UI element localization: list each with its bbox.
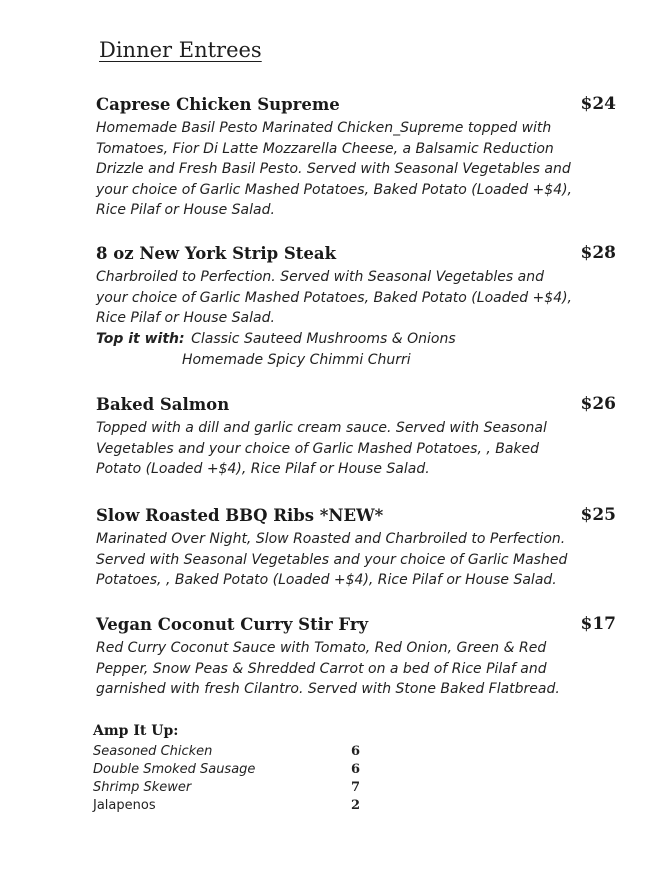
menu-item-bbq-ribs [96, 506, 636, 591]
menu-item-name: Vegan Coconut Curry Stir Fry [96, 615, 369, 634]
topping-option: Classic Sauteed Mushrooms & Onions [191, 330, 456, 347]
menu-item-vegan-curry [96, 615, 636, 700]
menu-item-description: Homemade Basil Pesto Marinated Chicken_Supreme topped with Tomatoes, Fior Di Latte Mozzarella Cheese, a Balsamic Reduction Drizzle and Fresh Basil Pesto. Served with Seasonal Vegetables and your choice of Garlic Mashed Potatoes, Baked Potato (Loaded +$4), Rice Pilaf or House Salad. [96, 120, 573, 218]
topping-option: Homemade Spicy Chimmi Churri [182, 351, 411, 368]
add-on-item [93, 797, 393, 815]
menu-item-description: Marinated Over Night, Slow Roasted and Charbroiled to Perfection. Served with Seasonal Vegetables and your choice of Garlic Mashed Potatoes, , Baked Potato (Loaded +$4), Rice Pilaf or House Salad. [96, 531, 568, 588]
menu-item-baked-salmon [96, 395, 636, 480]
add-on-price: 6 [351, 762, 361, 777]
add-on-price: 2 [351, 798, 361, 813]
page-title: Dinner Entrees [99, 38, 262, 62]
add-on-name: Seasoned Chicken [93, 744, 213, 759]
add-on-item [93, 743, 393, 761]
menu-item-name: 8 oz New York Strip Steak [96, 244, 337, 263]
menu-item-description: Red Curry Coconut Sauce with Tomato, Red Onion, Green & Red Pepper, Snow Peas & Shredded Carrot on a bed of Rice Pilaf and garnished with fresh Cilantro. Served with Stone Baked Flatbread. [96, 640, 560, 697]
add-on-item [93, 779, 393, 797]
menu-item-header [96, 95, 636, 117]
add-ons-section [93, 723, 393, 815]
add-on-name: Double Smoked Sausage [93, 762, 256, 777]
menu-item-price: $17 [580, 614, 616, 634]
add-on-name: Jalapenos [93, 798, 156, 813]
menu-item-name: Baked Salmon [96, 395, 230, 414]
menu-item-price: $26 [580, 394, 616, 414]
add-ons-title: Amp It Up: [93, 723, 179, 739]
add-on-name: Shrimp Skewer [93, 780, 192, 795]
menu-item-header [96, 395, 636, 417]
menu-item-price: $25 [580, 505, 616, 525]
add-on-price: 6 [351, 744, 361, 759]
menu-item-header [96, 244, 636, 266]
menu-item-price: $28 [580, 243, 616, 263]
topping-label: Top it with: [96, 330, 185, 347]
menu-item-ny-strip-steak [96, 244, 636, 371]
menu-item-caprese-chicken [96, 95, 636, 221]
menu-item-description: Charbroiled to Perfection. Served with Seasonal Vegetables and your choice of Garlic Mashed Potatoes, Baked Potato (Loaded +$4), Rice Pilaf or House Salad. [96, 269, 573, 326]
topping-options [96, 329, 636, 371]
menu-item-header [96, 615, 636, 637]
add-on-price: 7 [351, 780, 361, 795]
menu-item-header [96, 506, 636, 528]
add-on-item [93, 761, 393, 779]
menu-item-name: Slow Roasted BBQ Ribs *NEW* [96, 506, 384, 525]
menu-item-price: $24 [580, 94, 616, 114]
menu-item-description: Topped with a dill and garlic cream sauce. Served with Seasonal Vegetables and your choice of Garlic Mashed Potatoes, , Baked Potato (Loaded +$4), Rice Pilaf or House Salad. [96, 420, 547, 477]
menu-item-name: Caprese Chicken Supreme [96, 95, 340, 114]
